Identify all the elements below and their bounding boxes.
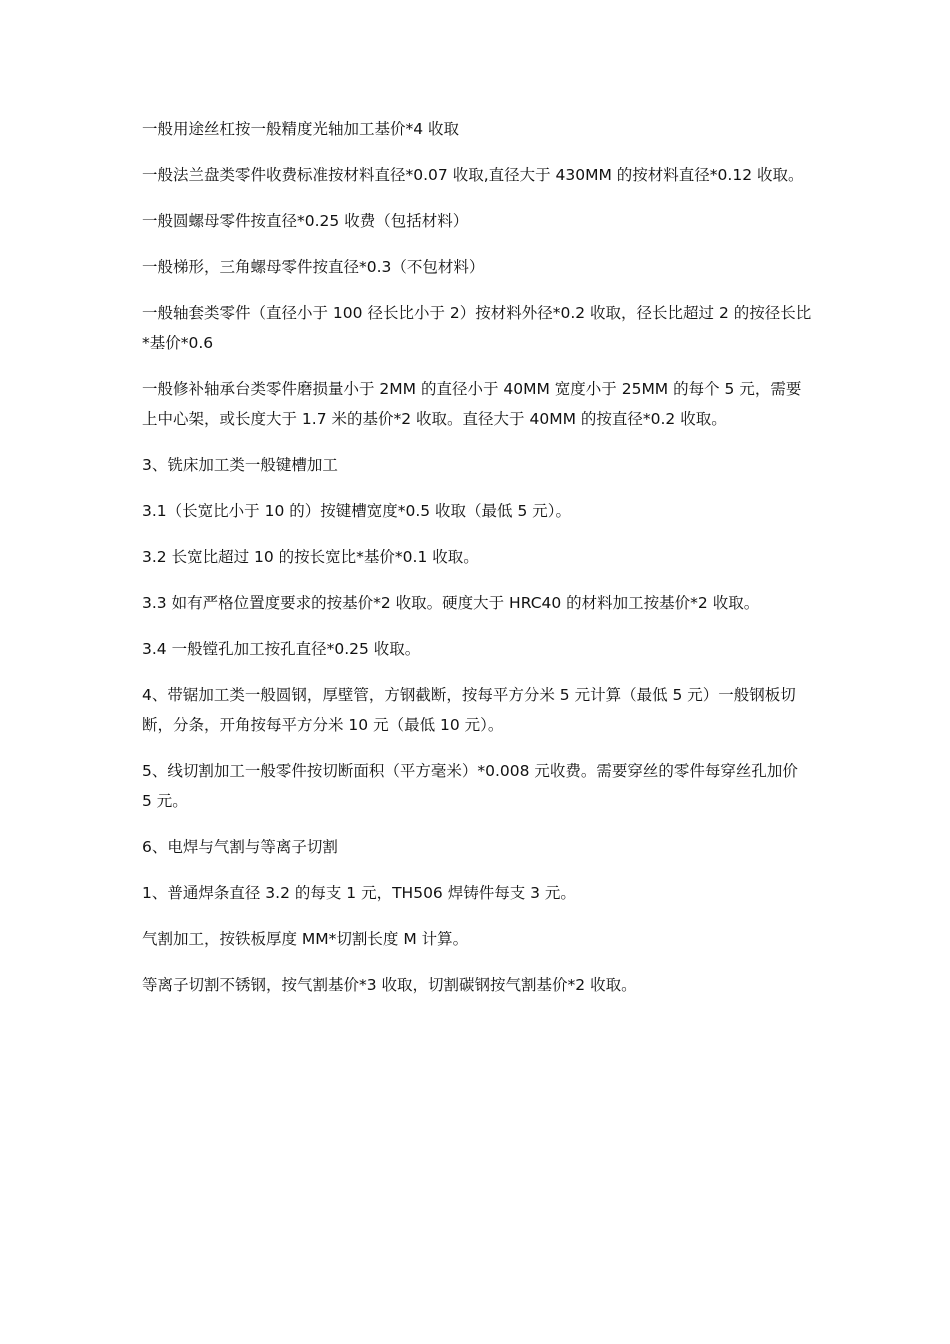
paragraph-plasma-cutting: 等离子切割不锈钢，按气割基价*3 收取，切割碳钢按气割基价*2 收取。 bbox=[142, 976, 637, 994]
paragraph-3-4: 3.4 一般镗孔加工按孔直径*0.25 收取。 bbox=[142, 640, 421, 658]
paragraph-flange: 一般法兰盘类零件收费标准按材料直径*0.07 收取,直径大于 430MM 的按材料直径*0.12 收取。 bbox=[142, 166, 804, 184]
paragraph-bearing-repair: 一般修补轴承台类零件磨损量小于 2MM 的直径小于 40MM 宽度小于 25MM 的每个 5 元，需要上中心架，或长度大于 1.7 米的基价*2 收取。直径大于 40MM 的按直径*0.2 收取。 bbox=[142, 380, 802, 428]
document-body bbox=[142, 114, 812, 1016]
paragraph-band-saw: 4、带锯加工类一般圆钢，厚壁管，方钢截断，按每平方分米 5 元计算（最低 5 元）一般钢板切断，分条，开角按每平方分米 10 元（最低 10 元）。 bbox=[142, 686, 796, 734]
section-heading-milling: 3、铣床加工类一般键槽加工 bbox=[142, 456, 338, 474]
paragraph-wire-cut: 5、线切割加工一般零件按切断面积（平方毫米）*0.008 元收费。需要穿丝的零件每穿丝孔加价 5 元。 bbox=[142, 762, 798, 810]
paragraph-round-nut: 一般圆螺母零件按直径*0.25 收费（包括材料） bbox=[142, 212, 469, 230]
paragraph-trapezoid-nut: 一般梯形，三角螺母零件按直径*0.3（不包材料） bbox=[142, 258, 485, 276]
paragraph-3-2: 3.2 长宽比超过 10 的按长宽比*基价*0.1 收取。 bbox=[142, 548, 479, 566]
paragraph-lead-screw: 一般用途丝杠按一般精度光轴加工基价*4 收取 bbox=[142, 120, 460, 138]
paragraph-sleeve: 一般轴套类零件（直径小于 100 径长比小于 2）按材料外径*0.2 收取，径长比超过 2 的按径长比*基价*0.6 bbox=[142, 304, 812, 352]
paragraph-welding-rod: 1、普通焊条直径 3.2 的每支 1 元，TH506 焊铸件每支 3 元。 bbox=[142, 884, 576, 902]
paragraph-3-3: 3.3 如有严格位置度要求的按基价*2 收取。硬度大于 HRC40 的材料加工按基价*2 收取。 bbox=[142, 594, 760, 612]
section-heading-welding: 6、电焊与气割与等离子切割 bbox=[142, 838, 338, 856]
paragraph-3-1: 3.1（长宽比小于 10 的）按键槽宽度*0.5 收取（最低 5 元）。 bbox=[142, 502, 572, 520]
paragraph-gas-cutting: 气割加工，按铁板厚度 MM*切割长度 M 计算。 bbox=[142, 930, 469, 948]
